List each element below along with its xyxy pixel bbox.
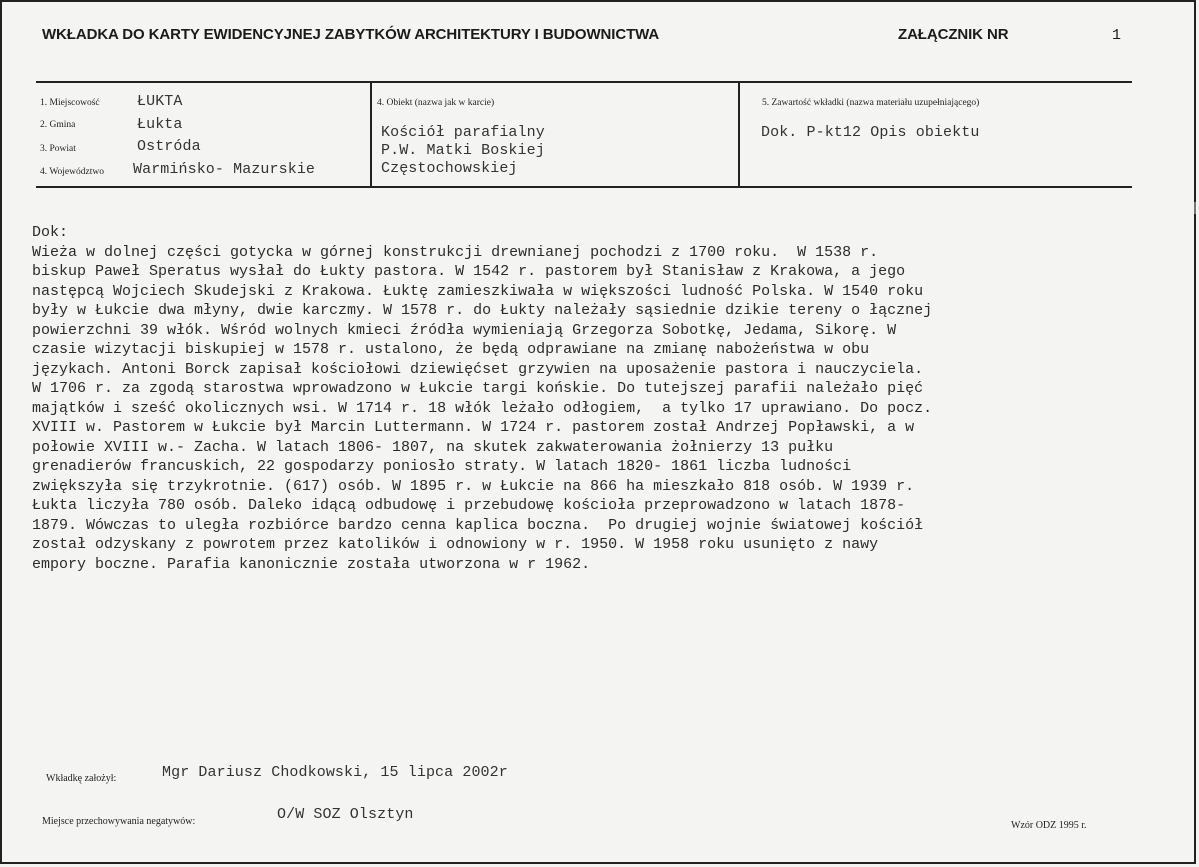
obiekt-line-2: P.W. Matki Boskiej bbox=[381, 142, 545, 159]
column-divider-2 bbox=[738, 82, 740, 186]
text-line: powierzchni 39 włók. Wśród wolnych kmieci źródła wymieniają Grzegorza Sobotkę, Jedama, Sikorę. W bbox=[32, 321, 897, 339]
annex-number: 1 bbox=[1112, 27, 1122, 44]
table-bottom-rule bbox=[36, 186, 1132, 188]
description-text bbox=[32, 223, 1132, 574]
zawartosc-label: 5. Zawartość wkładki (nazwa materiału uzupełniającego) bbox=[762, 98, 980, 108]
text-line: biskup Paweł Speratus wysłał do Łukty pastora. W 1542 r. pastorem był Stanisław z Krakowa, a jego bbox=[32, 263, 906, 280]
obiekt-line-1: Kościół parafialny bbox=[381, 124, 545, 141]
text-line: XVIII w. Pastorem w Łukcie był Marcin Luttermann. W 1724 r. pastorem został Andrzej Popławski, a w bbox=[32, 419, 915, 436]
text-line: językach. Antoni Borck zapisał kościołowi dziewięćset grzywien na uposażenie pastora i nauczyciela. bbox=[32, 360, 924, 378]
punch-mark bbox=[1194, 202, 1196, 214]
text-line: W 1706 r. za zgodą starostwa wprowadzono w Łukcie targi końskie. Do tutejszej parafii należało pięć bbox=[32, 380, 924, 397]
miejscowosc-label: 1. Miejscowość bbox=[40, 98, 100, 108]
annex-label: ZAŁĄCZNIK NR bbox=[898, 26, 1009, 43]
wojewodztwo-value: Warmińsko- Mazurskie bbox=[133, 161, 316, 178]
text-line: następcą Wojciech Skudejski z Krakowa. Łuktę zamieszkiwała w większości ludność Polska. W 1540 roku bbox=[32, 282, 924, 300]
table-top-rule bbox=[36, 81, 1132, 83]
text-line: empory boczne. Parafia kanonicznie została utworzona w r 1962. bbox=[32, 555, 591, 573]
text-line: były w Łukcie dwa młyny, dwie karczmy. W 1578 r. do Łukty należały sąsiednie dzikie tereny o łącznej bbox=[32, 302, 933, 319]
card-title: WKŁADKA DO KARTY EWIDENCYJNEJ ZABYTKÓW ARCHITEKTURY I BUDOWNICTWA bbox=[42, 26, 660, 43]
form-version: Wzór ODZ 1995 r. bbox=[1011, 820, 1087, 831]
gmina-label: 2. Gmina bbox=[40, 120, 76, 130]
miejscowosc-value: ŁUKTA bbox=[137, 93, 183, 110]
text-line: połowie XVIII w.- Zacha. W latach 1806- 1807, na skutek zakwaterowania żołnierzy 13 pułku bbox=[32, 438, 834, 456]
text-line: majątków i sześć okolicznych wsi. W 1714 r. 18 włók leżało odłogiem, a tylko 17 uprawiano. Do pocz. bbox=[32, 399, 933, 417]
text-line: zwiększyła się trzykrotnie. (617) osób. W 1895 r. w Łukcie na 866 ha mieszkało 818 osób. W 1939 r. bbox=[32, 477, 915, 495]
storage-label: Miejsce przechowywania negatywów: bbox=[42, 816, 196, 827]
text-line: 1879. Wówczas to uległa rozbiórce bardzo cenna kaplica boczna. Po drugiej wojnie światowej kościół bbox=[32, 516, 924, 534]
text-line: został odzyskany z powrotem przez katolików i odnowiony w r. 1950. W 1958 roku usunięto z nawy bbox=[32, 536, 879, 553]
gmina-value: Łukta bbox=[137, 116, 183, 133]
obiekt-line-3: Częstochowskiej bbox=[381, 160, 518, 177]
text-line: czasie wizytacji biskupiej w 1578 r. ustalono, że będą odprawiane na zmianę nabożeństwa w obu bbox=[32, 341, 870, 358]
text-line: Łukta liczyła 780 osób. Daleko idącą odbudowę i przebudowę kościoła przeprowadzono w latach 1878- bbox=[32, 497, 906, 514]
obiekt-label: 4. Obiekt (nazwa jak w karcie) bbox=[377, 98, 495, 108]
storage-value: O/W SOZ Olsztyn bbox=[277, 806, 414, 823]
column-divider-1 bbox=[370, 82, 372, 186]
author-value: Mgr Dariusz Chodkowski, 15 lipca 2002r bbox=[162, 764, 508, 781]
author-label: Wkładkę założył: bbox=[46, 773, 117, 784]
wojewodztwo-label: 4. Województwo bbox=[40, 167, 104, 177]
text-line: grenadierów francuskich, 22 gospodarzy poniosło straty. W latach 1820- 1861 liczba ludności bbox=[32, 458, 852, 475]
powiat-value: Ostróda bbox=[137, 138, 201, 155]
zawartosc-value: Dok. P-kt12 Opis obiektu bbox=[761, 124, 980, 141]
text-line: Wieża w dolnej części gotycka w górnej konstrukcji drewnianej pochodzi z 1700 roku. W 1538 r. bbox=[32, 243, 879, 261]
text-line: Dok: bbox=[32, 224, 69, 241]
powiat-label: 3. Powiat bbox=[40, 144, 76, 154]
